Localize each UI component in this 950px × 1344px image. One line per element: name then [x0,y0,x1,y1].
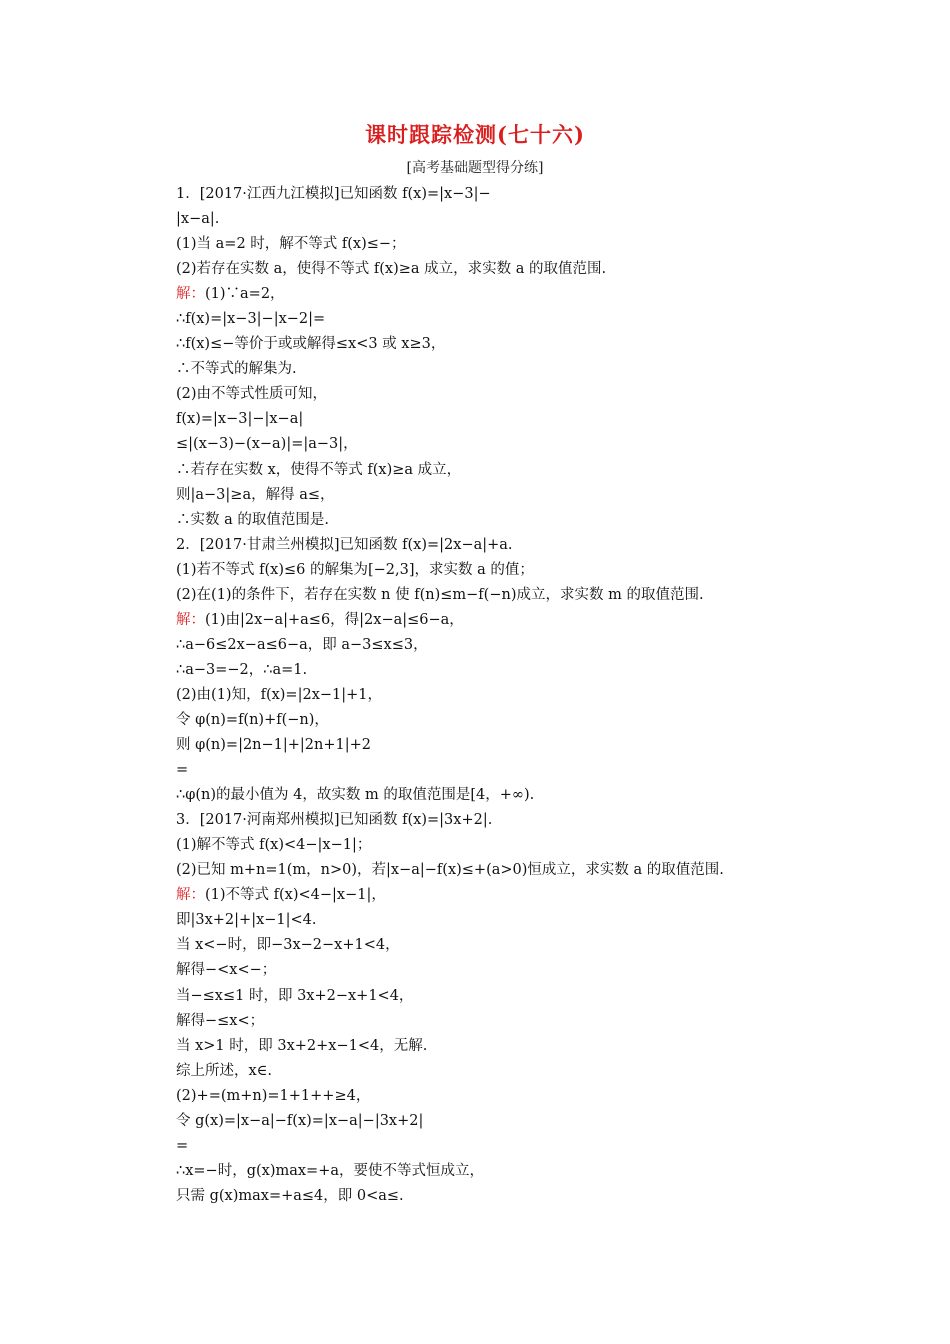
text-line [176,483,816,508]
text-line [176,808,816,833]
line-text: 3．[2017·河南郑州模拟]已知函数 f(x)=|3x+2|. [176,812,493,829]
text-line [176,332,816,357]
text-line [176,858,816,883]
text-line [176,833,816,858]
line-text: (2)由不等式性质可知， [176,386,328,403]
text-line [176,1159,816,1184]
line-text: ∴不等式的解集为. [176,361,297,378]
text-line [176,558,816,583]
text-line [176,1109,816,1134]
text-line [176,708,816,733]
text-line [176,1184,816,1209]
line-text: 则|a−3|≥a，解得 a≤， [176,486,335,503]
line-text: 即|3x+2|+|x−1|<4. [176,912,317,929]
line-text: 1．[2017·江西九江模拟]已知函数 f(x)=|x−3|− [176,186,491,202]
line-text: (1)解不等式 f(x)<4−|x−1|； [176,837,372,854]
text-line [176,908,816,933]
line-text: 当 x>1 时，即 3x+2+x−1<4，无解. [176,1037,428,1054]
line-text: 当−≤x≤1 时，即 3x+2−x+1<4， [176,987,414,1004]
text-line [176,1134,816,1159]
line-text: ∴a−3=−2，∴a=1. [176,661,308,678]
text-line [176,984,816,1009]
line-text: 解得−<x<−； [176,962,277,979]
text-line [176,232,816,257]
text-line [176,1034,816,1059]
text-line [176,1009,816,1034]
line-text: 综上所述，x∈. [176,1062,273,1079]
text-line [176,933,816,958]
line-text: (2)若存在实数 a，使得不等式 f(x)≥a 成立，求实数 a 的取值范围. [176,261,607,278]
text-line [176,533,816,558]
document-body [176,182,816,1209]
line-text: (1)由|2x−a|+a≤6，得|2x−a|≤6−a， [205,611,464,628]
line-text: ∴f(x)=|x−3|−|x−2|= [176,311,326,328]
text-line [176,608,816,633]
line-text: 当 x<−时，即−3x−2−x+1<4， [176,937,400,954]
text-line [176,382,816,407]
text-line [176,257,816,282]
text-line [176,307,816,332]
line-text: |x−a|. [176,211,220,228]
line-text: 令 φ(n)=f(n)+f(−n)， [176,711,329,728]
line-text: (2)由(1)知，f(x)=|2x−1|+1， [176,686,383,703]
solution-label: 解： [176,286,205,303]
text-line [176,783,816,808]
text-line [176,182,816,207]
line-text: 则 φ(n)=|2n−1|+|2n+1|+2 [176,737,372,754]
line-text: (2)在(1)的条件下，若存在实数 n 使 f(n)≤m−f(−n)成立，求实数 m 的取值范围. [176,586,704,603]
text-line [176,207,816,232]
line-text: ∴φ(n)的最小值为 4，故实数 m 的取值范围是[4，+∞). [176,787,535,804]
page-subtitle: [高考基础题型得分练] [406,160,544,176]
text-line [176,458,816,483]
text-line [176,583,816,608]
text-line [176,282,816,307]
solution-label: 解： [176,887,205,904]
text-line [176,883,816,908]
text-line [176,683,816,708]
text-line [176,407,816,432]
line-text: (1)∵a=2， [205,286,285,303]
line-text: f(x)=|x−3|−|x−a| [176,411,304,428]
line-text: (2)+=(m+n)=1+1++≥4， [176,1087,371,1104]
page-title: 课时跟踪检测(七十六) [365,122,585,147]
text-line [176,733,816,758]
line-text: ∴实数 a 的取值范围是. [176,511,329,528]
line-text: (1)若不等式 f(x)≤6 的解集为[−2,3]，求实数 a 的值； [176,561,534,578]
text-line [176,432,816,457]
line-text: 2．[2017·甘肃兰州模拟]已知函数 f(x)=|2x−a|+a. [176,536,513,553]
line-text: (1)当 a=2 时，解不等式 f(x)≤−； [176,236,406,253]
text-line [176,633,816,658]
line-text: ≤|(x−3)−(x−a)|=|a−3|， [176,436,358,453]
line-text: (2)已知 m+n=1(m，n>0)，若|x−a|−f(x)≤+(a>0)恒成立，求实数 a 的取值范围. [176,862,724,879]
text-line [176,958,816,983]
line-text: 令 g(x)=|x−a|−f(x)=|x−a|−|3x+2| [176,1112,424,1129]
line-text: = [176,762,189,779]
solution-label: 解： [176,611,205,628]
line-text: ∴若存在实数 x，使得不等式 f(x)≥a 成立， [176,461,462,478]
line-text: = [176,1137,189,1154]
line-text: (1)不等式 f(x)<4−|x−1|， [205,887,386,904]
text-line [176,357,816,382]
line-text: 只需 g(x)max=+a≤4，即 0<a≤. [176,1187,404,1204]
line-text: 解得−≤x<； [176,1012,265,1029]
line-text: ∴x=−时，g(x)max=+a，要使不等式恒成立， [176,1162,484,1179]
line-text: ∴a−6≤2x−a≤6−a，即 a−3≤x≤3， [176,636,428,653]
text-line [176,1059,816,1084]
text-line [176,758,816,783]
text-line [176,1084,816,1109]
text-line [176,658,816,683]
text-line [176,508,816,533]
line-text: ∴f(x)≤−等价于或或解得≤x<3 或 x≥3， [176,336,446,353]
